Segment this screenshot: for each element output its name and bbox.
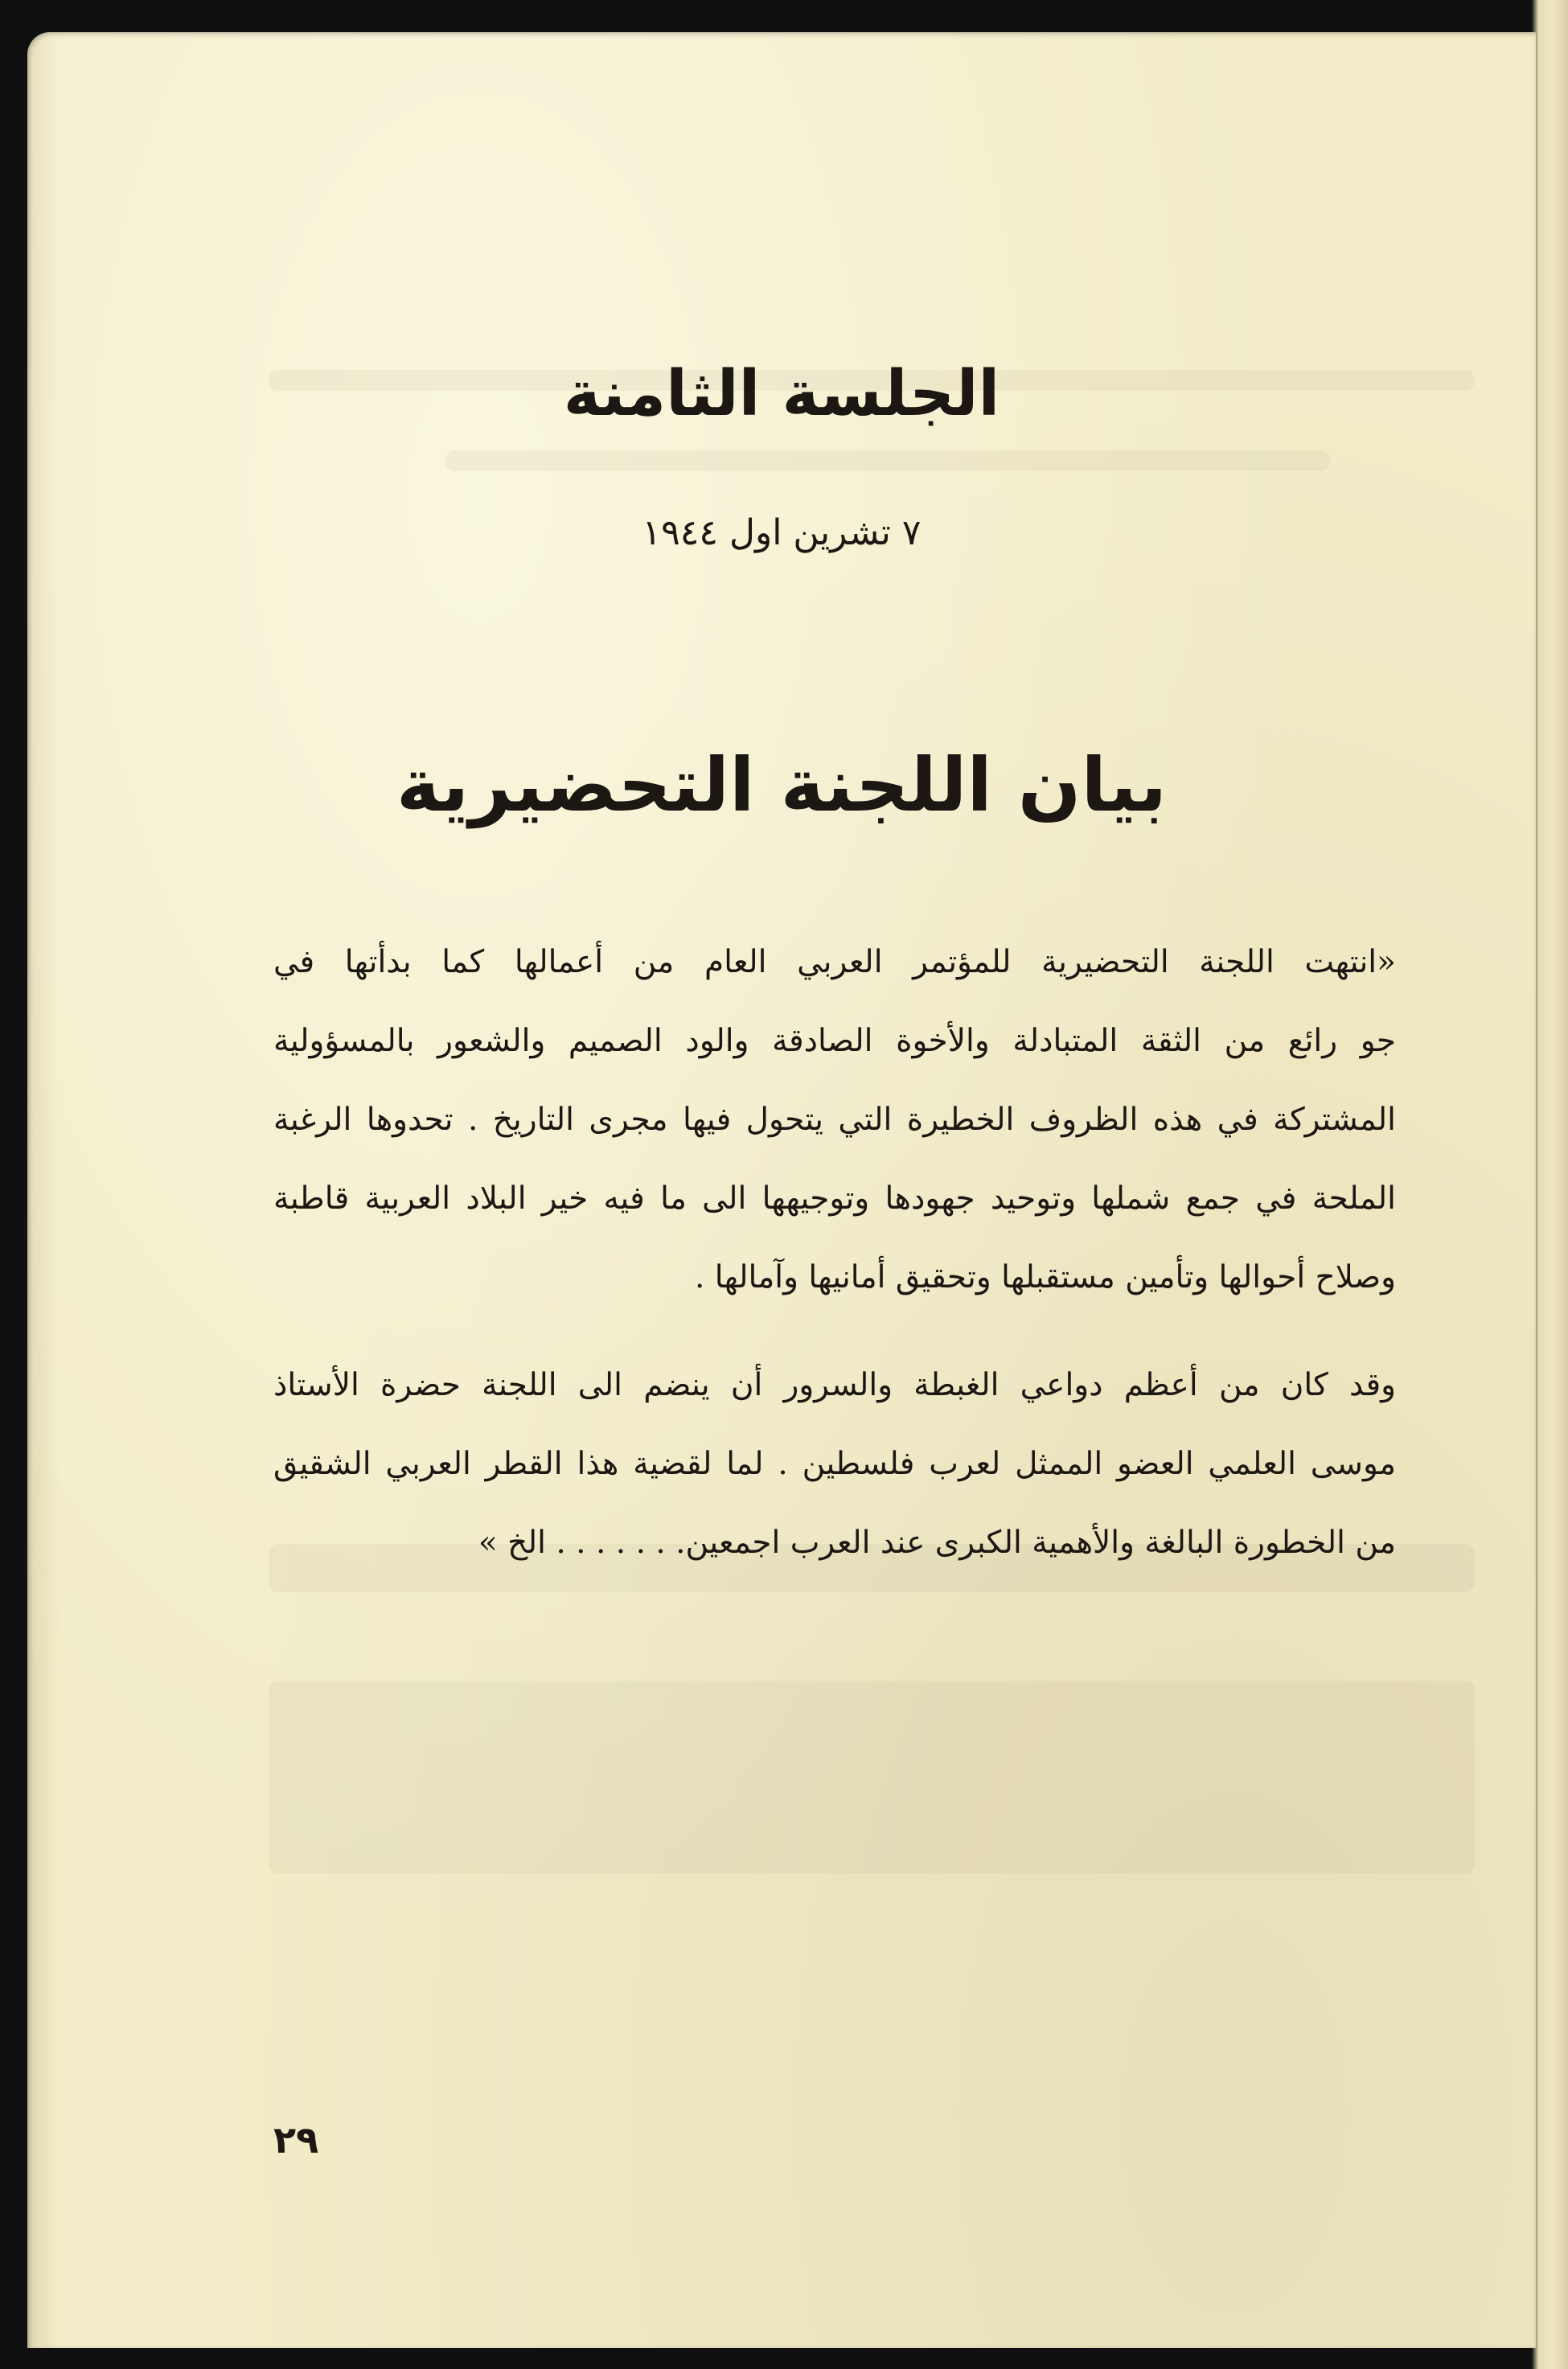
text-line: من الخطورة البالغة والأهمية الكبرى عند العرب اجمعين. . . . . . . الخ » (478, 1525, 1396, 1561)
page-number: ٢٩ (273, 2118, 319, 2162)
text-line: جو رائع من الثقة المتبادلة والأخوة الصادقة والود الصميم والشعور بالمسؤولية (273, 1023, 1396, 1059)
page-content (27, 32, 1536, 2348)
section-title: بيان اللجنة التحضيرية (396, 742, 1168, 828)
text-line: «انتهت اللجنة التحضيرية للمؤتمر العربي العام من أعمالها كما بدأتها في (273, 944, 1396, 980)
text-line: موسى العلمي العضو الممثل لعرب فلسطين . لما لقضية هذا القطر العربي الشقيق (273, 1446, 1396, 1482)
paragraph-1 (273, 923, 1396, 1317)
text-line: الملحة في جمع شملها وتوحيد جهودها وتوجيهها الى ما فيه خير البلاد العربية قاطبة (273, 1180, 1396, 1217)
session-title: الجلسة الثامنة (563, 358, 1000, 430)
paragraph-2 (273, 1346, 1396, 1583)
book-page (27, 32, 1536, 2348)
text-line: المشتركة في هذه الظروف الخطيرة التي يتحول فيها مجرى التاريخ . تحدوها الرغبة (273, 1102, 1396, 1138)
text-line: وصلاح أحوالها وتأمين مستقبلها وتحقيق أمانيها وآمالها . (694, 1259, 1396, 1295)
text-line: وقد كان من أعظم دواعي الغبطة والسرور أن ينضم الى اللجنة حضرة الأستاذ (273, 1367, 1396, 1403)
adjacent-page-edge (1532, 0, 1568, 2369)
session-date: ٧ تشرين اول ١٩٤٤ (642, 512, 922, 553)
